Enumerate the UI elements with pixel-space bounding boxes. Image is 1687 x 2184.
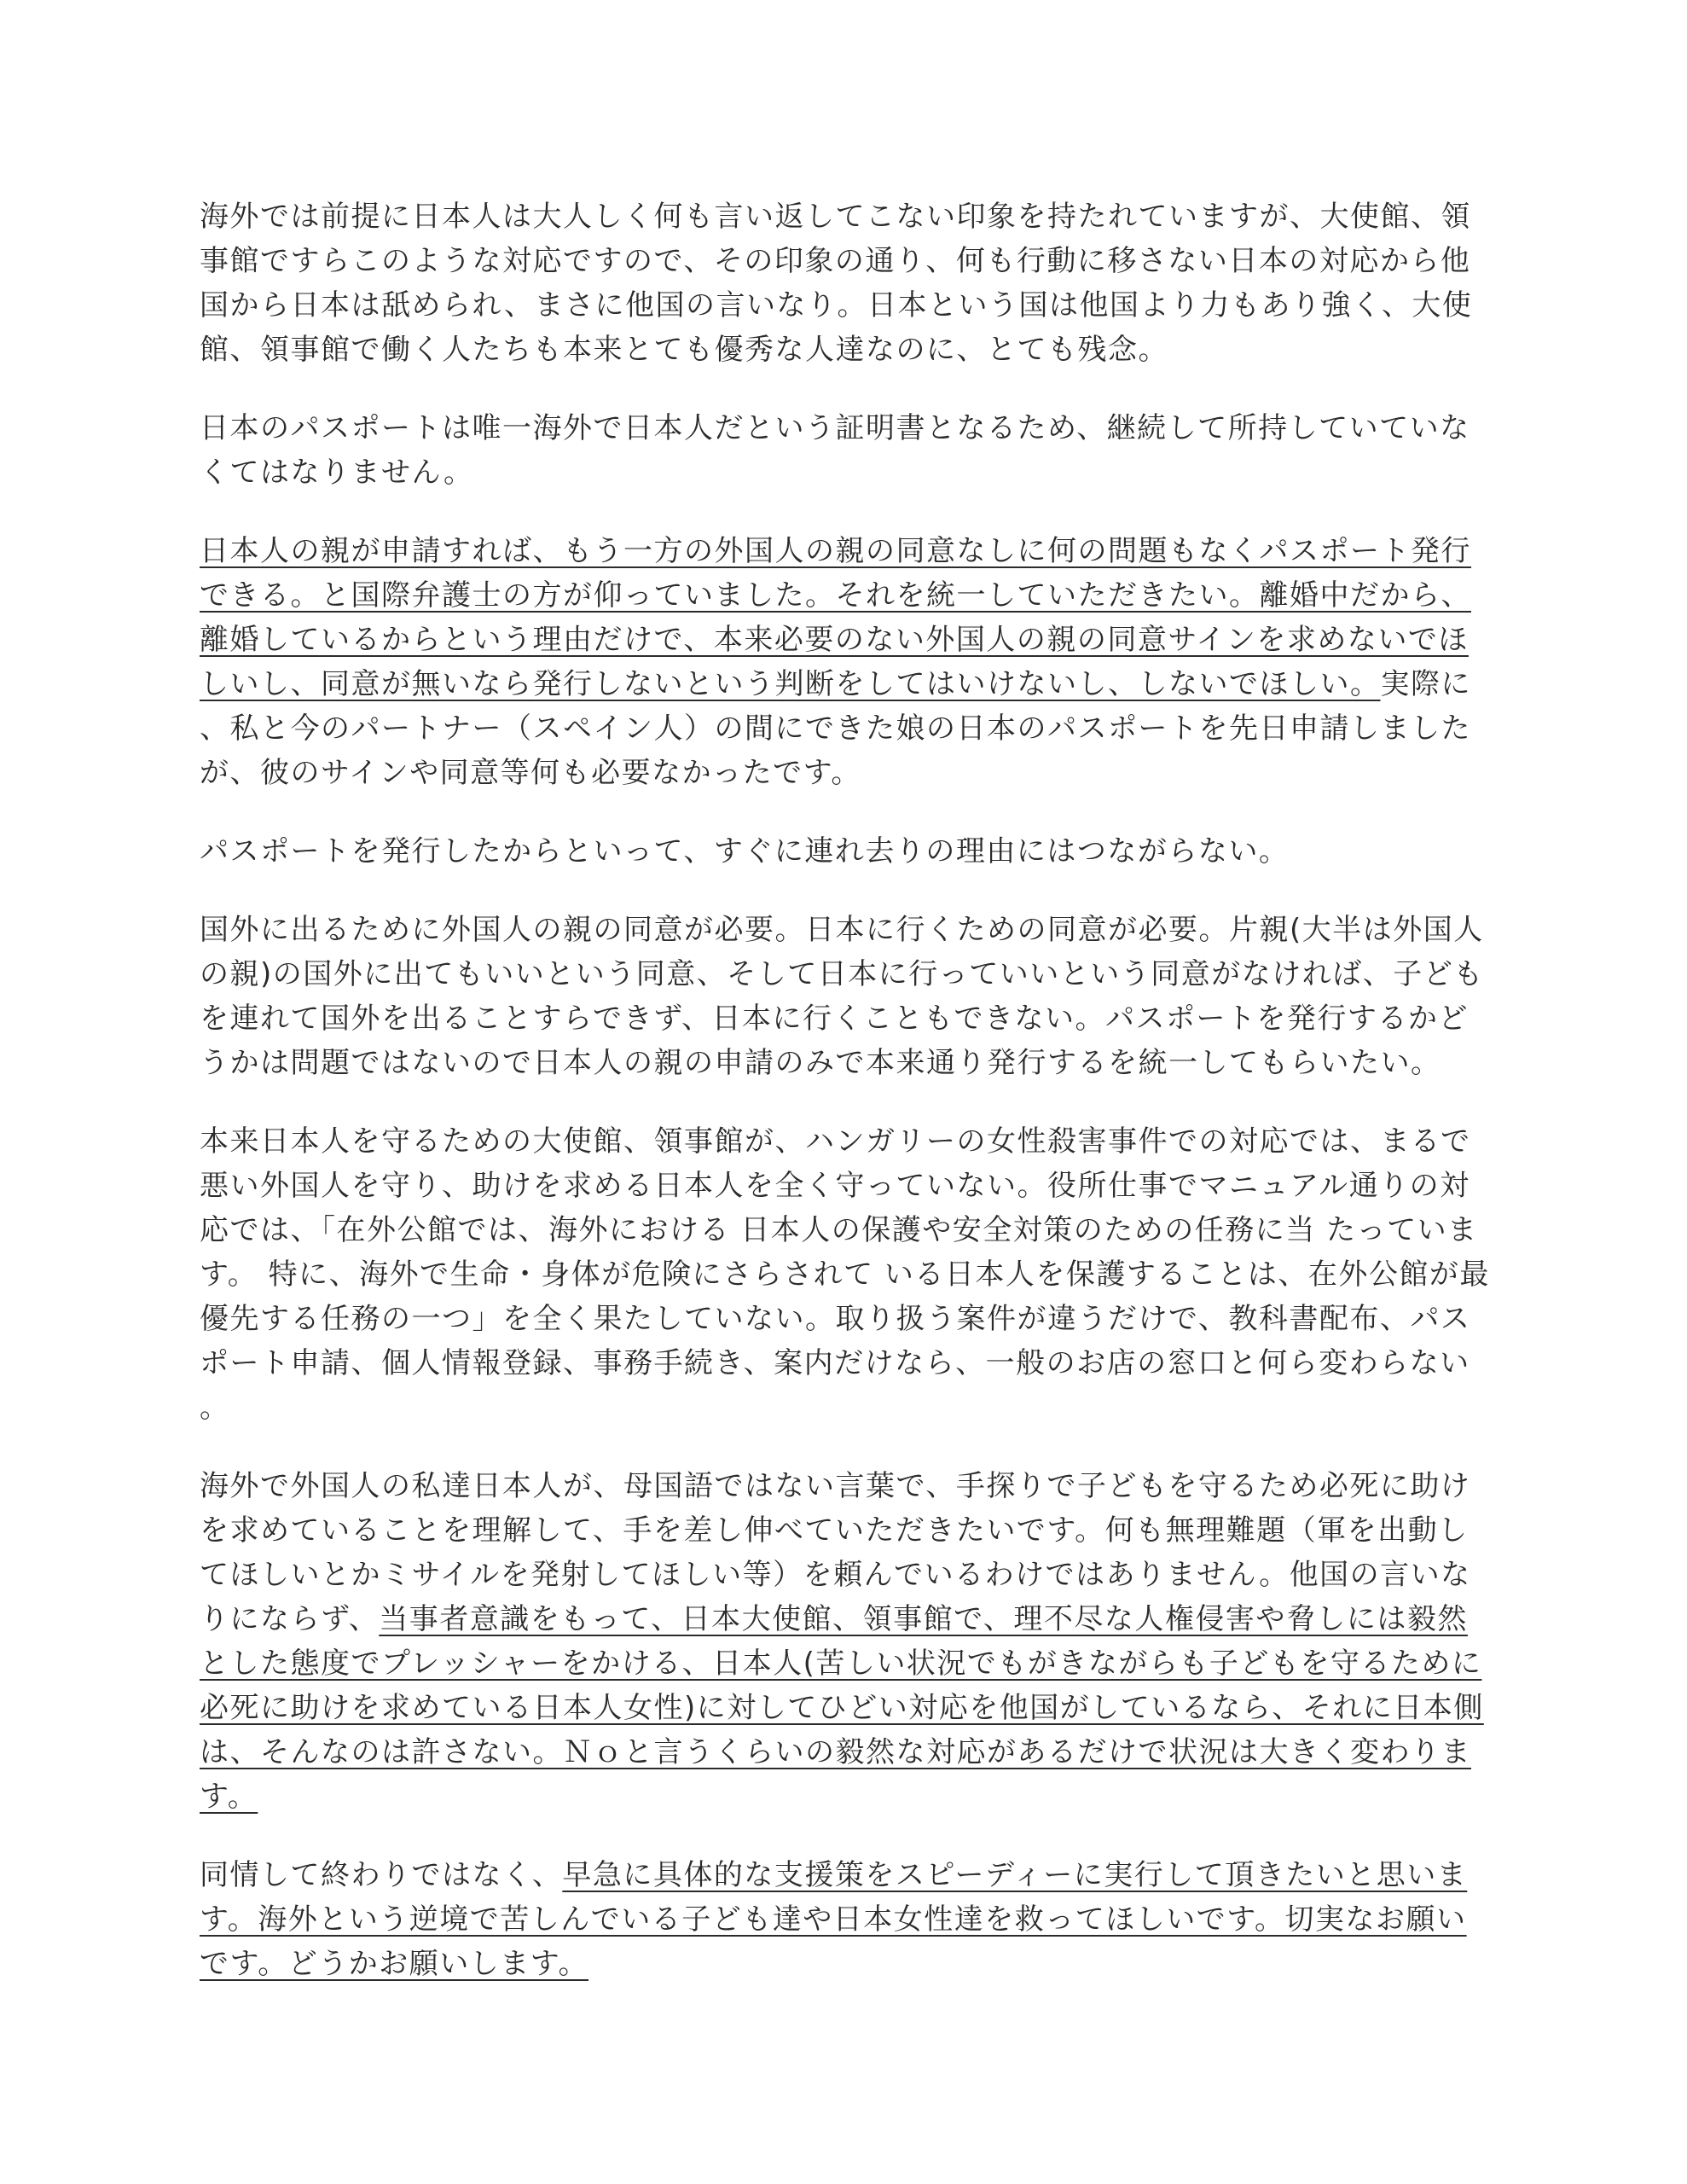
paragraph-request-help — [200, 1464, 1493, 1819]
paragraph-not-abduction — [200, 829, 1493, 874]
document-page — [200, 195, 1493, 2020]
underlined-text: 早急に具体的な支援策をスピーディーに実行して頂きたいと思います。海外という逆境で苦しんでいる子ども達や日本女性達を救ってほしいです。切実なお願いです。どうかお願いします。 — [200, 1858, 1468, 1981]
underlined-text: 日本人の親が申請すれば、もう一方の外国人の親の同意なしに何の問題もなくパスポート発行できる。と国際弁護士の方が仰っていました。それを統一していただきたい。離婚中だから、離婚しているからという理由だけで、本来必要のない外国人の親の同意サインを求めないでほしいし、同意が無いなら発行しないという判断をしてはいけないし、しないでほしい。 — [200, 534, 1471, 701]
paragraph-embassy-response — [200, 1119, 1493, 1430]
paragraph-text: 海外で外国人の私達日本人が、母国語ではない言葉で、手探りで子どもを守るため必死に助けを求めていることを理解して、手を差し伸べていただきたいです。何も無理難題（軍を出動してほしいとかミサイルを発射してほしい等）を頼んでいるわけではありません。他国の言いなりにならず、 — [200, 1469, 1471, 1636]
paragraph-passport-proof — [200, 406, 1493, 495]
paragraph-text: 本来日本人を守るための大使館、領事館が、ハンガリーの女性殺害事件での対応では、まるで悪い外国人を守り、助けを求める日本人を全く守っていない。役所仕事でマニュアル通りの対応では、「在外公館では、海外における 日本人の保護や安全対策のための任務に当 たっています。 特に、海外で生命・身体が危険にさらされて いる日本人を保護することは、在外公館が最優先する任務の一つ」を全く果たしていない。取り扱う案件が違うだけで、教科書配布、パスポート申請、個人情報登録、事務手続き、案内だけなら、一般のお店の窓口と何ら変わらない。 — [200, 1124, 1490, 1425]
paragraph-text: パスポートを発行したからといって、すぐに連れ去りの理由にはつながらない。 — [200, 834, 1290, 868]
paragraph-text: 同情して終わりではなく、 — [200, 1858, 563, 1892]
paragraph-text: 日本のパスポートは唯一海外で日本人だという証明書となるため、継続して所持していていなくてはなりません。 — [200, 411, 1470, 490]
paragraph-text: 国外に出るために外国人の親の同意が必要。日本に行くための同意が必要。片親(大半は外国人の親)の国外に出てもいいという同意、そして日本に行っていいという同意がなければ、子どもを連れて国外を出ることすらできず、日本に行くこともできない。パスポートを発行するかどうかは問題ではないので日本人の親の申請のみで本来通り発行するを統一してもらいたい。 — [200, 913, 1484, 1080]
paragraph-text: 実際に、私と今のパートナー（スペイン人）の間にできた娘の日本のパスポートを先日申請しましたが、彼のサインや同意等何も必要なかったです。 — [200, 667, 1471, 790]
paragraph-passport-issuance — [200, 529, 1493, 795]
paragraph-text: 海外では前提に日本人は大人しく何も言い返してこない印象を持たれていますが、大使館、領事館ですらこのような対応ですので、その印象の通り、何も行動に移さない日本の対応から他国から日本は舐められ、まさに他国の言いなり。日本という国は他国より力もあり強く、大使館、領事館で働く人たちも本来とても優秀な人達なのに、とても残念。 — [200, 200, 1473, 367]
paragraph-closing-plea — [200, 1853, 1493, 1986]
paragraph-parental-consent — [200, 908, 1493, 1085]
underlined-text: 当事者意識をもって、日本大使館、領事館で、理不尽な人権侵害や脅しには毅然とした態度でプレッシャーをかける、日本人(苦しい状況でもがきながらも子どもを守るために必死に助けを求めている日本人女性)に対してひどい対応を他国がしているなら、それに日本側は、そんなのは許さない。Ｎｏと言うくらいの毅然な対応があるだけで状況は大きく変わります。 — [200, 1602, 1484, 1814]
paragraph-overseas-impression — [200, 195, 1493, 372]
